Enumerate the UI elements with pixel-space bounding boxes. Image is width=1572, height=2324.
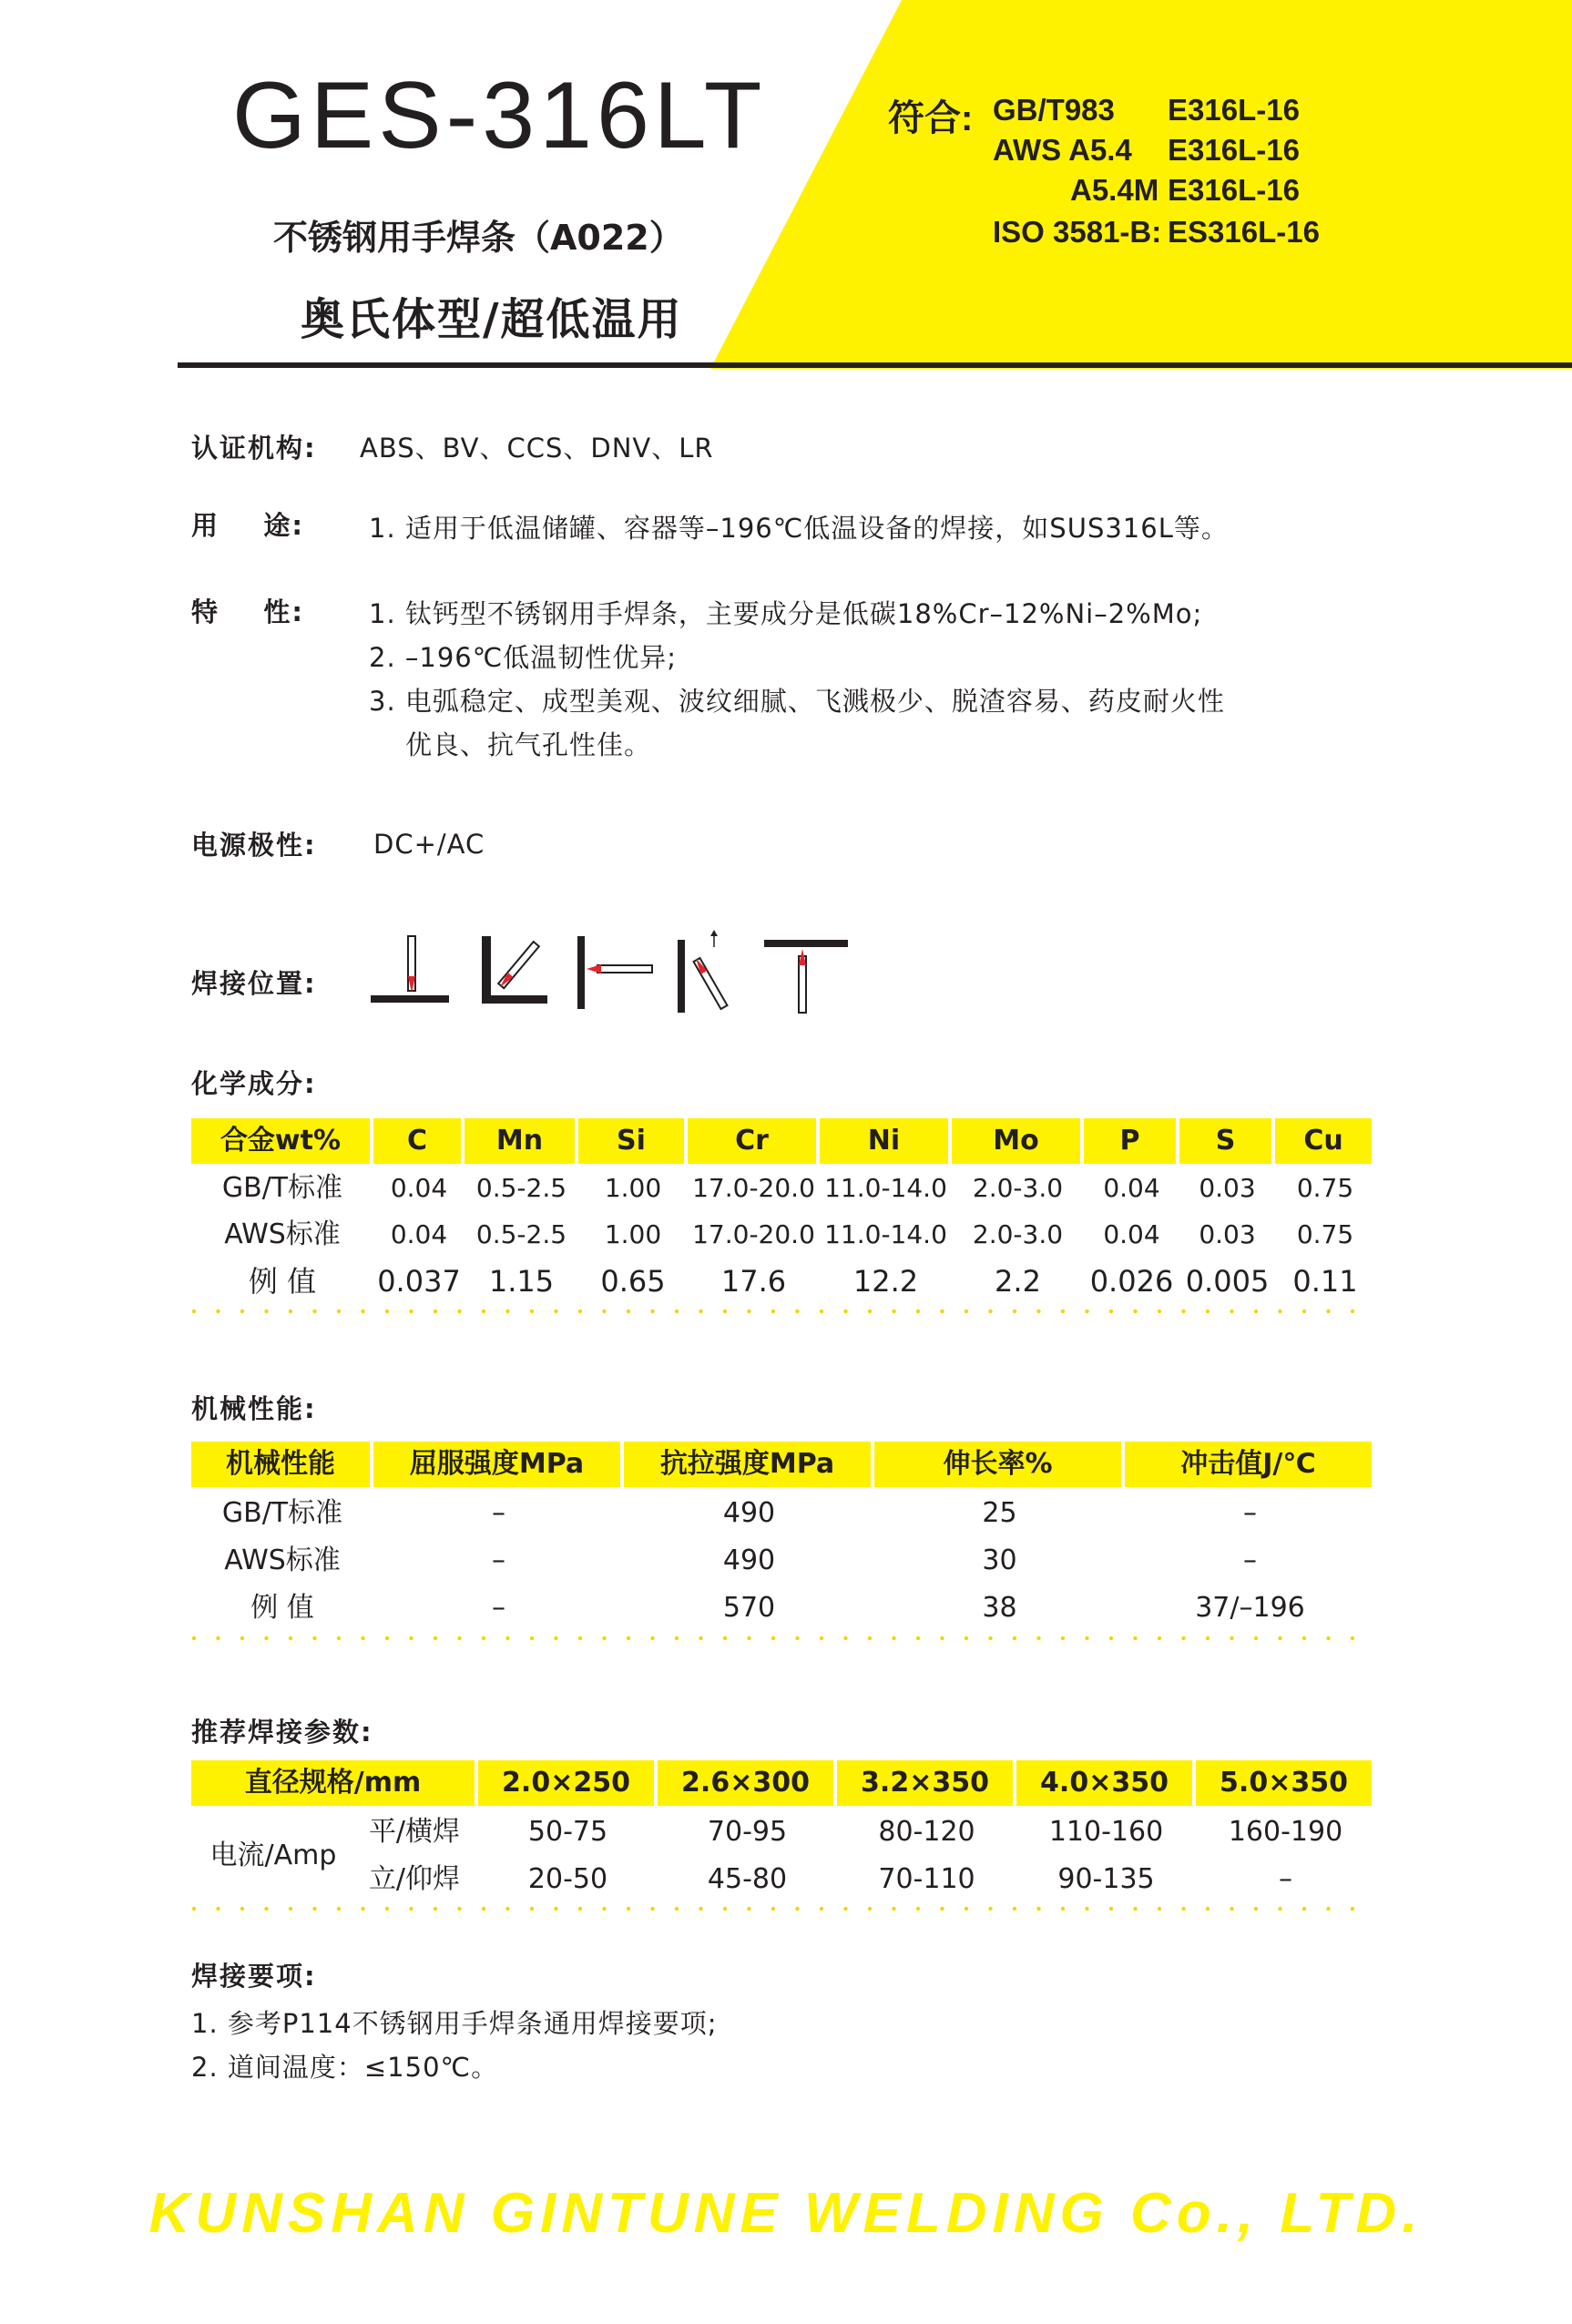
divider-dot [554, 1310, 557, 1313]
header-accent-band [0, 0, 1572, 369]
divider-dot [1351, 1907, 1354, 1911]
product-model-title: GES-316LT [232, 63, 767, 168]
divider-dot [1230, 1636, 1233, 1640]
standard-spec: AWS A5.4 [993, 133, 1132, 167]
vertical-up-icon [674, 929, 747, 1029]
table-cell: 160-190 [1228, 1816, 1343, 1848]
row-header-cell: GB/T标准 [221, 1172, 343, 1204]
divider-dot [820, 1907, 823, 1911]
mechanical-title: 机械性能: [191, 1393, 317, 1424]
table-cell: 1.00 [604, 1219, 662, 1249]
table-row [191, 1259, 1375, 1304]
divider-dot [337, 1310, 341, 1313]
table-cell: 0.037 [377, 1264, 461, 1299]
divider-dot [505, 1636, 509, 1640]
table-cell: 490 [722, 1497, 776, 1529]
table-header-cell: 伸长率% [874, 1442, 1121, 1487]
divider-dot [1109, 1636, 1113, 1640]
divider-dot [940, 1636, 944, 1640]
table-cell: 0.026 [1089, 1264, 1174, 1299]
divider-dot [1206, 1636, 1210, 1640]
divider-dot [1254, 1310, 1258, 1313]
divider-dot [1061, 1907, 1065, 1911]
row-header-cell: AWS标准 [224, 1218, 341, 1250]
table-cell: – [1243, 1544, 1257, 1576]
divider-dot [699, 1907, 702, 1911]
table-cell: 70-95 [707, 1816, 788, 1848]
table-cell: 50-75 [527, 1816, 608, 1848]
divider-dot [1013, 1636, 1016, 1640]
divider-dot [578, 1310, 582, 1313]
divider-dot [192, 1907, 196, 1911]
divider-dot [940, 1907, 944, 1911]
table-cell: 110-160 [1048, 1816, 1164, 1848]
divider-dot [289, 1636, 292, 1640]
divider-dot [1061, 1310, 1065, 1313]
product-subtitle: 不锈钢用手焊条（A022） [273, 218, 684, 258]
table-cell: – [492, 1544, 505, 1576]
divider-dot [216, 1310, 219, 1313]
horizontal-position-icon [574, 929, 656, 1029]
divider-dot [795, 1907, 799, 1911]
standard-spec: GB/T983 [993, 93, 1115, 127]
table-header-cell: 2.6×300 [658, 1760, 833, 1806]
parameters-title: 推荐焊接参数: [191, 1717, 373, 1748]
product-type: 奥氏体型/超低温用 [301, 294, 683, 345]
usage-label: 用 途: [191, 510, 304, 541]
divider-dot [409, 1907, 413, 1911]
divider-dot [337, 1907, 341, 1911]
divider-dot [240, 1310, 244, 1313]
divider-dot [916, 1907, 920, 1911]
divider-dot [482, 1907, 485, 1911]
divider-dot [916, 1310, 920, 1313]
divider-dot [578, 1907, 582, 1911]
divider-dot [264, 1310, 268, 1313]
table-cell: 490 [722, 1544, 776, 1576]
table-cell: 0.5-2.5 [475, 1173, 567, 1203]
table-cell: 70-110 [878, 1863, 975, 1895]
divider-dot [843, 1636, 847, 1640]
table-cell: 0.75 [1296, 1219, 1354, 1249]
table-cell: 0.11 [1292, 1264, 1358, 1299]
divider-dot [1326, 1907, 1330, 1911]
divider-dot [650, 1636, 654, 1640]
divider-dot [361, 1907, 364, 1911]
table-header-row [191, 1760, 1375, 1806]
divider-dot [1061, 1636, 1065, 1640]
table-cell: 2.0-3.0 [972, 1219, 1064, 1249]
table-cell: 570 [722, 1592, 776, 1624]
table-cell: 0.005 [1185, 1264, 1270, 1299]
divider-dot [1278, 1907, 1281, 1911]
divider-dot [192, 1636, 196, 1640]
divider-dot [771, 1310, 775, 1313]
divider-dot [216, 1907, 219, 1911]
table-header-cell: 抗拉强度MPa [624, 1442, 871, 1487]
table-cell: 17.6 [720, 1264, 787, 1299]
table-cell: – [1243, 1497, 1257, 1529]
row-header-cell: 例 值 [250, 1592, 314, 1624]
divider-dot [1351, 1310, 1354, 1313]
divider-dot [554, 1907, 557, 1911]
positions-label: 焊接位置: [191, 968, 317, 999]
divider-dot [312, 1636, 316, 1640]
polarity-value: DC+/AC [373, 829, 485, 860]
divider-dot [820, 1636, 823, 1640]
divider-dot [482, 1310, 485, 1313]
divider-dot [264, 1636, 268, 1640]
table-header-cell: Cu [1275, 1118, 1372, 1164]
feature-item: 优良、抗气孔性佳。 [405, 729, 652, 760]
divider-dot [385, 1636, 389, 1640]
divider-dot [699, 1310, 702, 1313]
table-header-cell: Mn [464, 1118, 575, 1164]
table-cell: 2.2 [995, 1264, 1041, 1299]
standard-grade: E316L-16 [1168, 133, 1300, 167]
divider-dot [892, 1907, 895, 1911]
table-cell: 11.0-14.0 [824, 1173, 947, 1203]
divider-dot [747, 1907, 750, 1911]
divider-dot [216, 1636, 219, 1640]
divider-dot [505, 1310, 509, 1313]
divider-dot [312, 1310, 316, 1313]
note-item: 2. 道间温度：≤150℃。 [191, 2052, 499, 2083]
divider-dot [868, 1907, 872, 1911]
divider-dot [988, 1310, 992, 1313]
table-cell: 30 [982, 1544, 1017, 1576]
divider-dot [1013, 1310, 1016, 1313]
table-row [191, 1538, 1375, 1584]
table-header-cell: 机械性能 [191, 1442, 370, 1487]
divider-dot [1036, 1310, 1040, 1313]
divider-dot [1230, 1907, 1233, 1911]
divider-dot [1206, 1310, 1210, 1313]
table-cell: 17.0-20.0 [692, 1173, 815, 1203]
divider-dot [965, 1636, 968, 1640]
divider-dot [482, 1636, 485, 1640]
divider-dot [1085, 1907, 1088, 1911]
divider-dot [337, 1636, 341, 1640]
divider-dot [1278, 1636, 1281, 1640]
table-header-cell: 屈服强度MPa [373, 1442, 620, 1487]
table-cell: – [492, 1592, 505, 1624]
divider-dot [434, 1907, 437, 1911]
standard-grade: ES316L-16 [1168, 215, 1320, 249]
divider-dot [627, 1636, 630, 1640]
divider-dot [795, 1310, 799, 1313]
divider-dot [650, 1310, 654, 1313]
table-header-cell: P [1084, 1118, 1176, 1164]
chemical-composition-table [191, 1118, 1375, 1299]
divider-dot [1302, 1907, 1306, 1911]
divider-dot [1158, 1636, 1161, 1640]
divider-dot [409, 1636, 413, 1640]
table-header-cell: 直径规格/mm [191, 1760, 475, 1806]
table-cell: 90-135 [1057, 1863, 1155, 1895]
mechanical-properties-table [191, 1442, 1375, 1633]
divider-dot [916, 1636, 920, 1640]
certification-label: 认证机构: [191, 433, 317, 464]
divider-dot [409, 1310, 413, 1313]
divider-dot [1278, 1310, 1281, 1313]
divider-dot [1036, 1636, 1040, 1640]
divider-dot [1109, 1907, 1113, 1911]
note-item: 1. 参考P114不锈钢用手焊条通用焊接要项; [191, 2008, 718, 2039]
divider-dot [385, 1907, 389, 1911]
divider-dot [289, 1907, 292, 1911]
table-header-cell: 3.2×350 [837, 1760, 1013, 1806]
table-header-cell: 合金wt% [191, 1118, 370, 1164]
table-row [191, 1585, 1375, 1631]
divider-dot [457, 1636, 461, 1640]
welding-positions [369, 929, 842, 1029]
divider-dot [675, 1907, 679, 1911]
overhead-position-icon [760, 929, 852, 1029]
feature-item: 3. 电弧稳定、成型美观、波纹细腻、飞溅极少、脱渣容易、药皮耐火性 [369, 686, 1225, 717]
table-cell: – [492, 1497, 505, 1529]
table-cell: 45-80 [707, 1863, 788, 1895]
table-row [191, 1809, 1375, 1855]
divider-dot [1181, 1907, 1185, 1911]
divider-dot [530, 1907, 534, 1911]
table-header-row [191, 1442, 1375, 1487]
divider-dot [1351, 1636, 1354, 1640]
standard-grade: E316L-16 [1168, 93, 1300, 127]
divider-dot [602, 1310, 606, 1313]
divider-dot [1302, 1310, 1306, 1313]
parameters-dotted-divider [191, 1906, 1375, 1911]
table-header-cell: C [373, 1118, 461, 1164]
divider-dot [1326, 1636, 1330, 1640]
table-cell: 1.00 [604, 1173, 662, 1203]
table-header-cell: S [1179, 1118, 1271, 1164]
divider-dot [361, 1310, 364, 1313]
divider-dot [1085, 1636, 1088, 1640]
welding-parameters-table [191, 1760, 1375, 1897]
divider-dot [530, 1636, 534, 1640]
current-label: 电流/Amp [209, 1840, 337, 1871]
table-header-cell: 5.0×350 [1196, 1760, 1372, 1806]
divider-dot [1181, 1636, 1185, 1640]
divider-dot [650, 1907, 654, 1911]
table-cell: 11.0-14.0 [824, 1219, 947, 1249]
divider-dot [240, 1636, 244, 1640]
divider-dot [1254, 1907, 1258, 1911]
divider-dot [1133, 1636, 1137, 1640]
divider-dot [264, 1907, 268, 1911]
divider-dot [723, 1310, 727, 1313]
divider-dot [868, 1636, 872, 1640]
table-header-cell: 冲击值J/℃ [1125, 1442, 1372, 1487]
table-cell: 0.04 [390, 1173, 448, 1203]
horizontal-fillet-icon [478, 929, 551, 1029]
table-cell: 37/–196 [1195, 1592, 1305, 1624]
position-cell: 立/仰焊 [368, 1863, 461, 1895]
features-label: 特 性: [191, 596, 304, 627]
divider-dot [868, 1310, 872, 1313]
table-header-cell: Si [578, 1118, 684, 1164]
table-cell: 2.0-3.0 [972, 1173, 1064, 1203]
flat-position-icon [369, 929, 451, 1029]
table-cell: – [1279, 1863, 1292, 1895]
divider-dot [1109, 1310, 1113, 1313]
divider-dot [1158, 1907, 1161, 1911]
divider-dot [699, 1636, 702, 1640]
divider-dot [1230, 1310, 1233, 1313]
divider-dot [289, 1310, 292, 1313]
position-cell: 平/横焊 [368, 1816, 461, 1848]
divider-dot [965, 1907, 968, 1911]
divider-dot [530, 1310, 534, 1313]
mechanical-dotted-divider [191, 1636, 1375, 1641]
divider-dot [1158, 1310, 1161, 1313]
divider-dot [457, 1310, 461, 1313]
divider-dot [1013, 1907, 1016, 1911]
table-cell: 1.15 [488, 1264, 555, 1299]
divider-dot [892, 1310, 895, 1313]
divider-dot [1133, 1310, 1137, 1313]
standard-spec: ISO 3581-B: [993, 215, 1162, 249]
divider-dot [554, 1636, 557, 1640]
table-cell: 0.04 [390, 1219, 448, 1249]
divider-dot [771, 1907, 775, 1911]
table-row [191, 1212, 1375, 1258]
divider-dot [1133, 1907, 1137, 1911]
divider-dot [1036, 1907, 1040, 1911]
divider-dot [434, 1310, 437, 1313]
divider-dot [627, 1907, 630, 1911]
chemical-title: 化学成分: [191, 1068, 317, 1099]
certification-value: ABS、BV、CCS、DNV、LR [360, 433, 714, 464]
table-cell: 0.04 [1103, 1173, 1160, 1203]
standards-label: 符合: [888, 98, 974, 138]
table-row [191, 1857, 1375, 1902]
divider-dot [723, 1636, 727, 1640]
header-rule [178, 362, 1572, 368]
divider-dot [312, 1907, 316, 1911]
divider-dot [675, 1636, 679, 1640]
table-header-row [191, 1118, 1375, 1164]
divider-dot [771, 1636, 775, 1640]
divider-dot [1206, 1907, 1210, 1911]
table-header-cell: 2.0×250 [478, 1760, 654, 1806]
table-cell: 20-50 [527, 1863, 608, 1895]
divider-dot [965, 1310, 968, 1313]
divider-dot [940, 1310, 944, 1313]
notes-title: 焊接要项: [191, 1961, 317, 1992]
feature-item: 1. 钛钙型不锈钢用手焊条，主要成分是低碳18%Cr–12%Ni–2%Mo; [369, 598, 1203, 629]
divider-dot [457, 1907, 461, 1911]
divider-dot [988, 1636, 992, 1640]
divider-dot [361, 1636, 364, 1640]
table-cell: 0.5-2.5 [475, 1219, 567, 1249]
usage-item: 1. 适用于低温储罐、容器等–196℃低温设备的焊接，如SUS316L等。 [369, 513, 1229, 544]
divider-dot [505, 1907, 509, 1911]
divider-dot [675, 1310, 679, 1313]
table-cell: 17.0-20.0 [692, 1219, 815, 1249]
divider-dot [747, 1636, 750, 1640]
standard-grade: E316L-16 [1168, 173, 1300, 207]
table-cell: 0.65 [600, 1264, 666, 1299]
divider-dot [578, 1636, 582, 1640]
chemical-dotted-divider [191, 1309, 1375, 1314]
row-header-cell: GB/T标准 [221, 1497, 343, 1529]
divider-dot [192, 1310, 196, 1313]
divider-dot [385, 1310, 389, 1313]
polarity-label: 电源极性: [191, 830, 317, 861]
divider-dot [1085, 1310, 1088, 1313]
table-cell: 0.04 [1103, 1219, 1160, 1249]
divider-dot [1181, 1310, 1185, 1313]
table-cell: 0.03 [1199, 1173, 1256, 1203]
divider-dot [795, 1636, 799, 1640]
divider-dot [820, 1310, 823, 1313]
divider-dot [602, 1636, 606, 1640]
divider-dot [843, 1310, 847, 1313]
standard-spec: A5.4M [1070, 173, 1159, 207]
divider-dot [843, 1907, 847, 1911]
divider-dot [723, 1907, 727, 1911]
table-header-cell: Mo [952, 1118, 1080, 1164]
table-row [191, 1491, 1375, 1536]
row-header-cell: 例 值 [248, 1264, 317, 1299]
table-cell: 12.2 [852, 1264, 919, 1299]
table-cell: 0.03 [1199, 1219, 1256, 1249]
table-header-cell: 4.0×350 [1016, 1760, 1192, 1806]
company-name-footer: KUNSHAN GINTUNE WELDING Co., LTD. [148, 2182, 1424, 2245]
table-row [191, 1166, 1375, 1211]
divider-dot [747, 1310, 750, 1313]
table-header-cell: Ni [820, 1118, 948, 1164]
divider-dot [988, 1907, 992, 1911]
table-cell: 38 [982, 1592, 1017, 1624]
divider-dot [434, 1636, 437, 1640]
divider-dot [627, 1310, 630, 1313]
divider-dot [892, 1636, 895, 1640]
table-header-cell: Cr [688, 1118, 816, 1164]
row-header-cell: AWS标准 [224, 1544, 341, 1576]
divider-dot [1326, 1310, 1330, 1313]
divider-dot [1302, 1636, 1306, 1640]
feature-item: 2. –196℃低温韧性优异; [369, 642, 678, 673]
divider-dot [602, 1907, 606, 1911]
table-cell: 80-120 [878, 1816, 975, 1848]
divider-dot [240, 1907, 244, 1911]
divider-dot [1254, 1636, 1258, 1640]
table-cell: 0.75 [1296, 1173, 1354, 1203]
table-cell: 25 [982, 1497, 1017, 1529]
